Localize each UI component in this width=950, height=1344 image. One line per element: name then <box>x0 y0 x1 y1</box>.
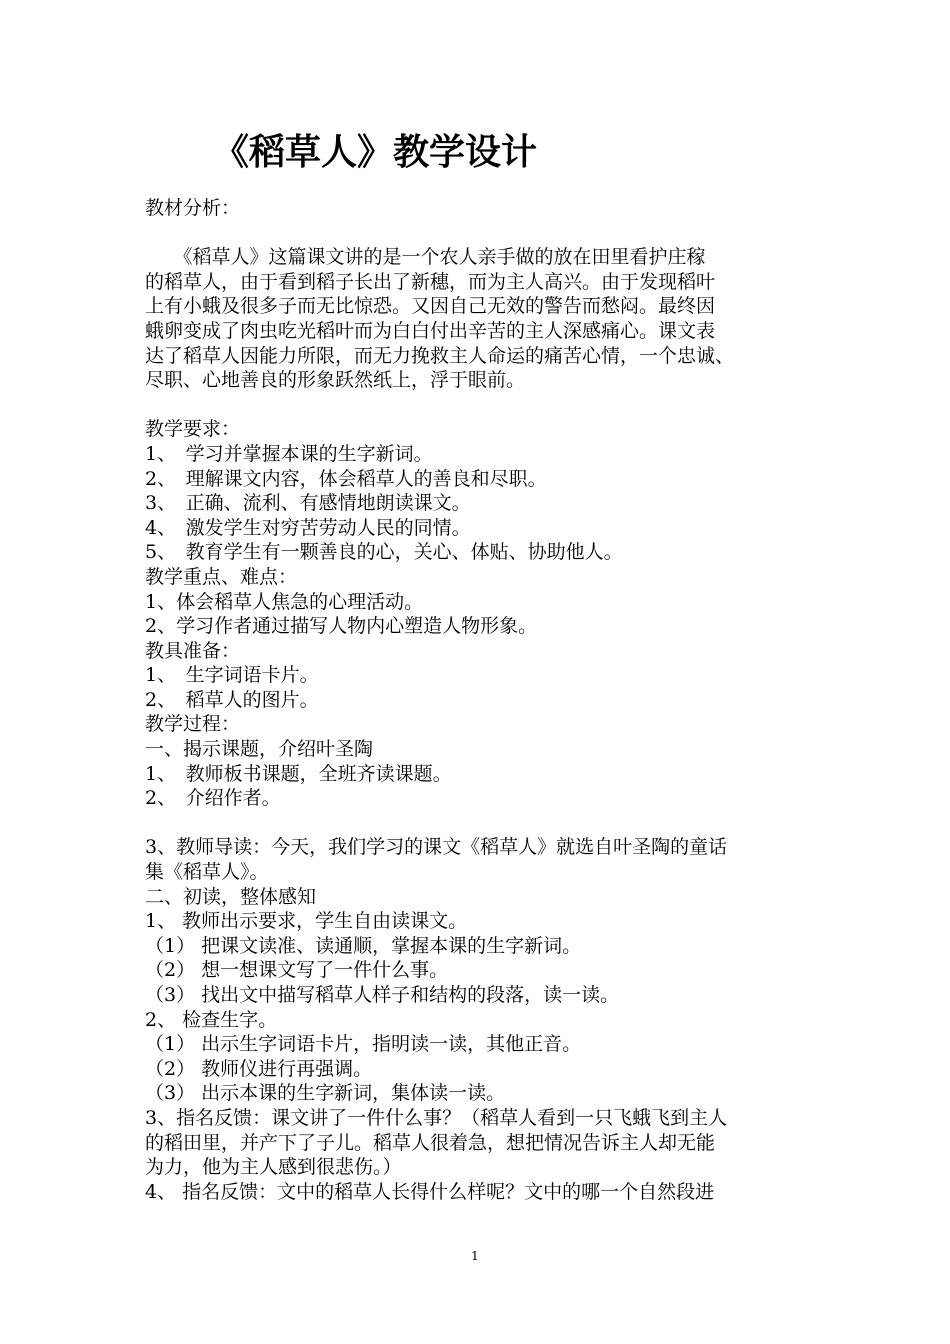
text-line: （1） 出示生字词语卡片，指明读一读，其他正音。 <box>145 1033 582 1056</box>
text-line: 1、 教师板书课题，全班齐读课题。 <box>145 762 452 785</box>
text-line: 2、学习作者通过描写人物内心塑造人物形象。 <box>145 615 538 638</box>
text-line: 一、揭示课题，介绍叶圣陶 <box>145 738 374 761</box>
text-line: 1、 学习并掌握本课的生字新词。 <box>145 442 433 465</box>
text-line: 2、 稻草人的图片。 <box>145 688 319 711</box>
blank-line <box>145 221 815 246</box>
text-line: 上有小蛾及很多子而无比惊恐。又因自己无效的警告而愁闷。最终因 <box>145 295 716 318</box>
text-line: 1、 教师出示要求，学生自由读课文。 <box>145 910 468 933</box>
text-line: 4、 激发学生对穷苦劳动人民的同情。 <box>145 516 471 539</box>
blank-line <box>145 811 815 836</box>
text-line: （3） 找出文中描写稻草人样子和结构的段落，读一读。 <box>145 984 620 1006</box>
text-line: 的稻草人，由于看到稻子长出了新穗，而为主人高兴。由于发现稻叶 <box>145 270 716 293</box>
text-line: （2） 教师仪进行再强调。 <box>145 1057 373 1080</box>
document-body <box>145 196 815 1204</box>
text-line: 4、 指名反馈：文中的稻草人长得什么样呢？文中的哪一个自然段进 <box>145 1180 715 1203</box>
page-title: 《稻草人》教学设计 <box>213 131 538 173</box>
text-line: 2、 理解课文内容，体会稻草人的善良和尽职。 <box>145 467 547 490</box>
text-line: 《稻草人》这篇课文讲的是一个农人亲手做的放在田里看护庄稼 <box>145 246 706 269</box>
text-line: 教学重点、难点： <box>145 565 298 588</box>
text-line: 2、 介绍作者。 <box>145 787 281 810</box>
text-line: 的稻田里，并产下了子儿。稻草人很着急，想把情况告诉主人却无能 <box>145 1131 716 1154</box>
text-line: 教学过程： <box>145 713 241 736</box>
text-line: 教材分析： <box>145 197 241 219</box>
text-line: 3、指名反馈：课文讲了一件什么事？（稻草人看到一只飞蛾飞到主人 <box>145 1106 728 1129</box>
text-line: 2、 检查生字。 <box>145 1008 278 1031</box>
text-line: 3、 正确、流利、有感情地朗读课文。 <box>145 492 471 515</box>
text-line: 二、初读，整体感知 <box>145 885 317 908</box>
text-line: （3） 出示本课的生字新词，集体读一读。 <box>145 1082 506 1105</box>
text-line: 集《稻草人》。 <box>145 861 269 884</box>
page-number: 1 <box>471 1249 479 1263</box>
text-line: 达了稻草人因能力所限，而无力挽救主人命运的痛苦心情，一个忠诚、 <box>145 344 735 367</box>
text-line: 3、教师导读：今天，我们学习的课文《稻草人》就选自叶圣陶的童话 <box>145 836 728 859</box>
text-line: 1、体会稻草人焦急的心理活动。 <box>145 590 424 613</box>
blank-line <box>145 393 815 418</box>
text-line: 教具准备： <box>145 639 241 662</box>
text-line: 为力，他为主人感到很悲伤。） <box>145 1156 402 1179</box>
text-line: 教学要求： <box>145 418 241 441</box>
text-line: 1、 生字词语卡片。 <box>145 664 319 687</box>
text-line: 尽职、心地善良的形象跃然纸上，浮于眼前。 <box>145 369 526 392</box>
text-line: 蛾卵变成了肉虫吃光稻叶而为白白付出辛苦的主人深感痛心。课文表 <box>145 319 716 342</box>
text-line: （1） 把课文读准、读通顺，掌握本课的生字新词。 <box>145 934 582 957</box>
text-line: 5、 教育学生有一颗善良的心，关心、体贴、协助他人。 <box>145 541 623 564</box>
text-line: （2） 想一想课文写了一件什么事。 <box>145 959 449 982</box>
